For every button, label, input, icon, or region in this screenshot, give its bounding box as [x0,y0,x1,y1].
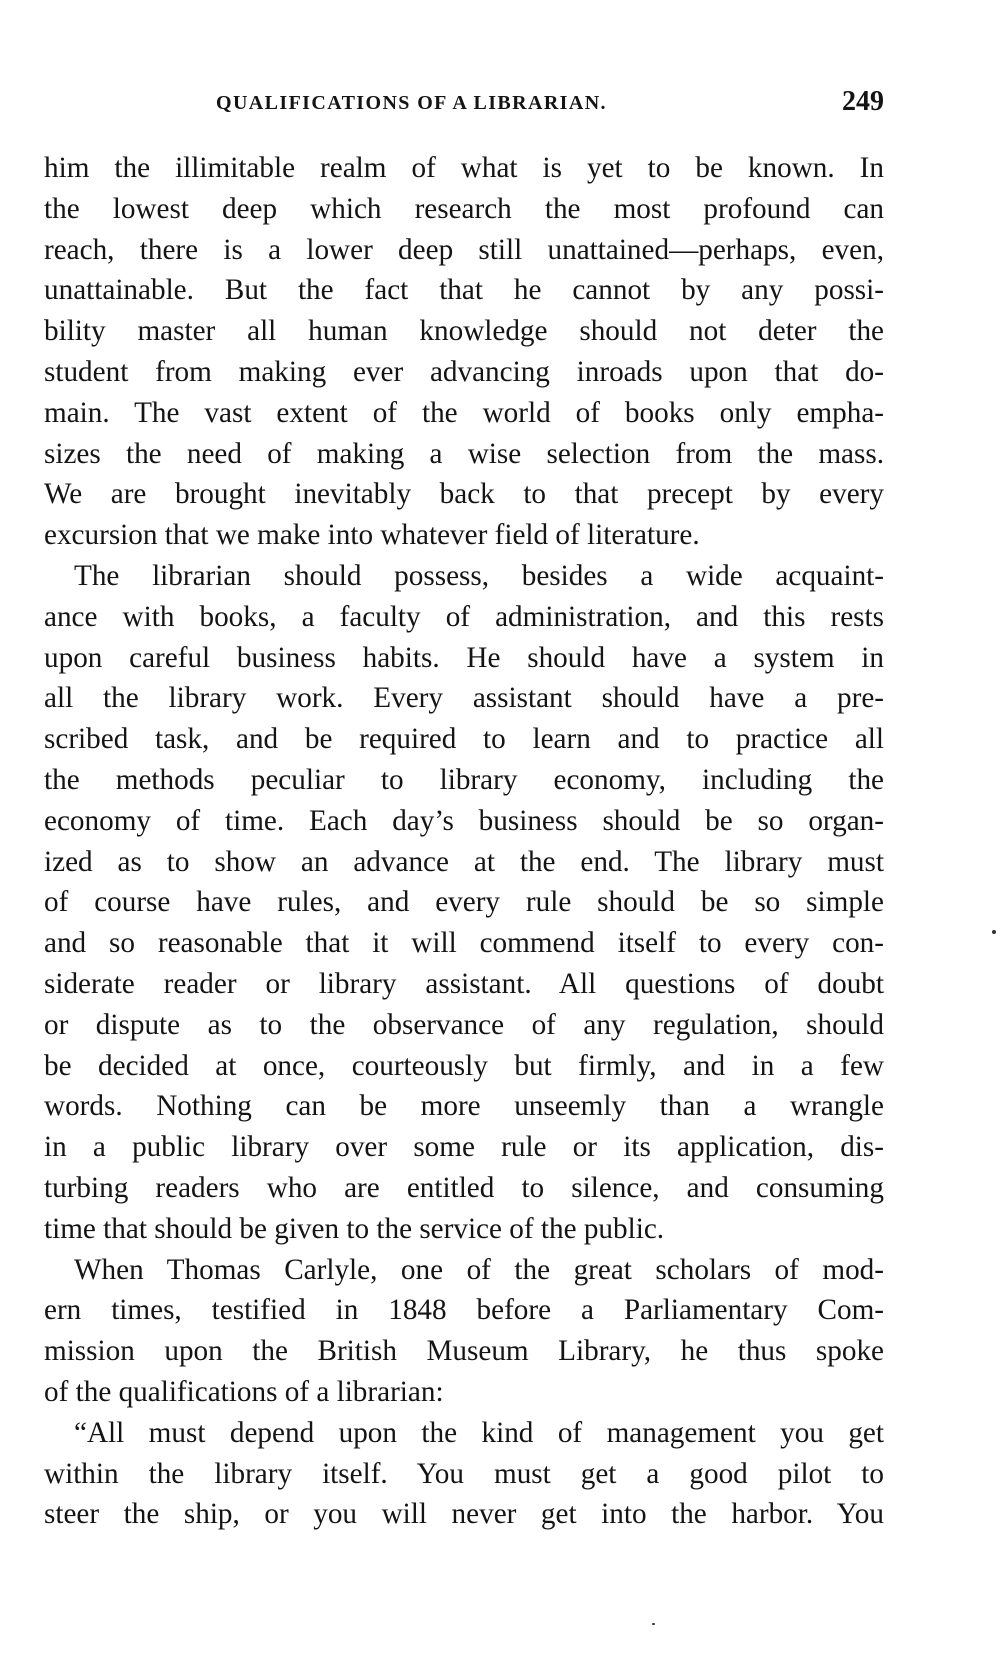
running-head [44,86,884,120]
text-line: of course have rules, and every rule should be so simple [44,886,884,919]
text-line: ized as to show an advance at the end. The library must [44,845,884,878]
text-line: ance with books, a faculty of administration, and this rests [44,600,884,633]
running-title: QUALIFICATIONS OF A LIBRARIAN. [216,92,607,114]
text-line: be decided at once, courteously but firmly, and in a few [44,1049,884,1082]
text-line: When Thomas Carlyle, one of the great scholars of mod- [74,1253,884,1286]
text-line: of the qualifications of a librarian: [44,1375,444,1408]
text-line: upon careful business habits. He should have a system in [44,641,884,674]
print-speck [652,1623,655,1625]
body-text [44,148,884,1535]
text-line: words. Nothing can be more unseemly than a wrangle [44,1090,884,1123]
text-line: sizes the need of making a wise selection from the mass. [44,437,884,470]
text-line: the lowest deep which research the most profound can [44,192,884,225]
text-line: student from making ever advancing inroads upon that do- [44,355,884,388]
page-number: 249 [842,86,884,117]
text-line: time that should be given to the service of the public. [44,1212,665,1245]
text-line: bility master all human knowledge should not deter the [44,315,884,348]
text-line: the methods peculiar to library economy, including the [44,763,884,796]
text-line: unattainable. But the fact that he cannot by any possi- [44,274,884,307]
text-line: in a public library over some rule or its application, dis- [44,1131,884,1164]
text-line: mission upon the British Museum Library, he thus spoke [44,1335,884,1368]
text-line: The librarian should possess, besides a wide acquaint- [74,559,884,592]
text-line: or dispute as to the observance of any regulation, should [44,1008,884,1041]
text-line: ern times, testified in 1848 before a Parliamentary Com- [44,1294,884,1327]
text-line: economy of time. Each day’s business should be so organ- [44,804,884,837]
text-line: reach, there is a lower deep still unattained—perhaps, even, [44,233,884,266]
text-line: excursion that we make into whatever field of literature. [44,519,700,552]
text-line: all the library work. Every assistant should have a pre- [44,682,884,715]
print-speck [992,930,996,934]
text-line: turbing readers who are entitled to silence, and consuming [44,1171,884,1204]
text-line: siderate reader or library assistant. All questions of doubt [44,967,884,1000]
text-line: main. The vast extent of the world of books only empha- [44,396,884,429]
text-line: him the illimitable realm of what is yet to be known. In [44,152,884,184]
text-line: within the library itself. You must get a good pilot to [44,1457,884,1490]
text-line: steer the ship, or you will never get into the harbor. You [44,1498,884,1531]
text-line: and so reasonable that it will commend itself to every con- [44,927,884,960]
text-line: scribed task, and be required to learn and to practice all [44,723,884,756]
text-line: “All must depend upon the kind of management you get [74,1416,884,1449]
text-line: We are brought inevitably back to that precept by every [44,478,884,511]
